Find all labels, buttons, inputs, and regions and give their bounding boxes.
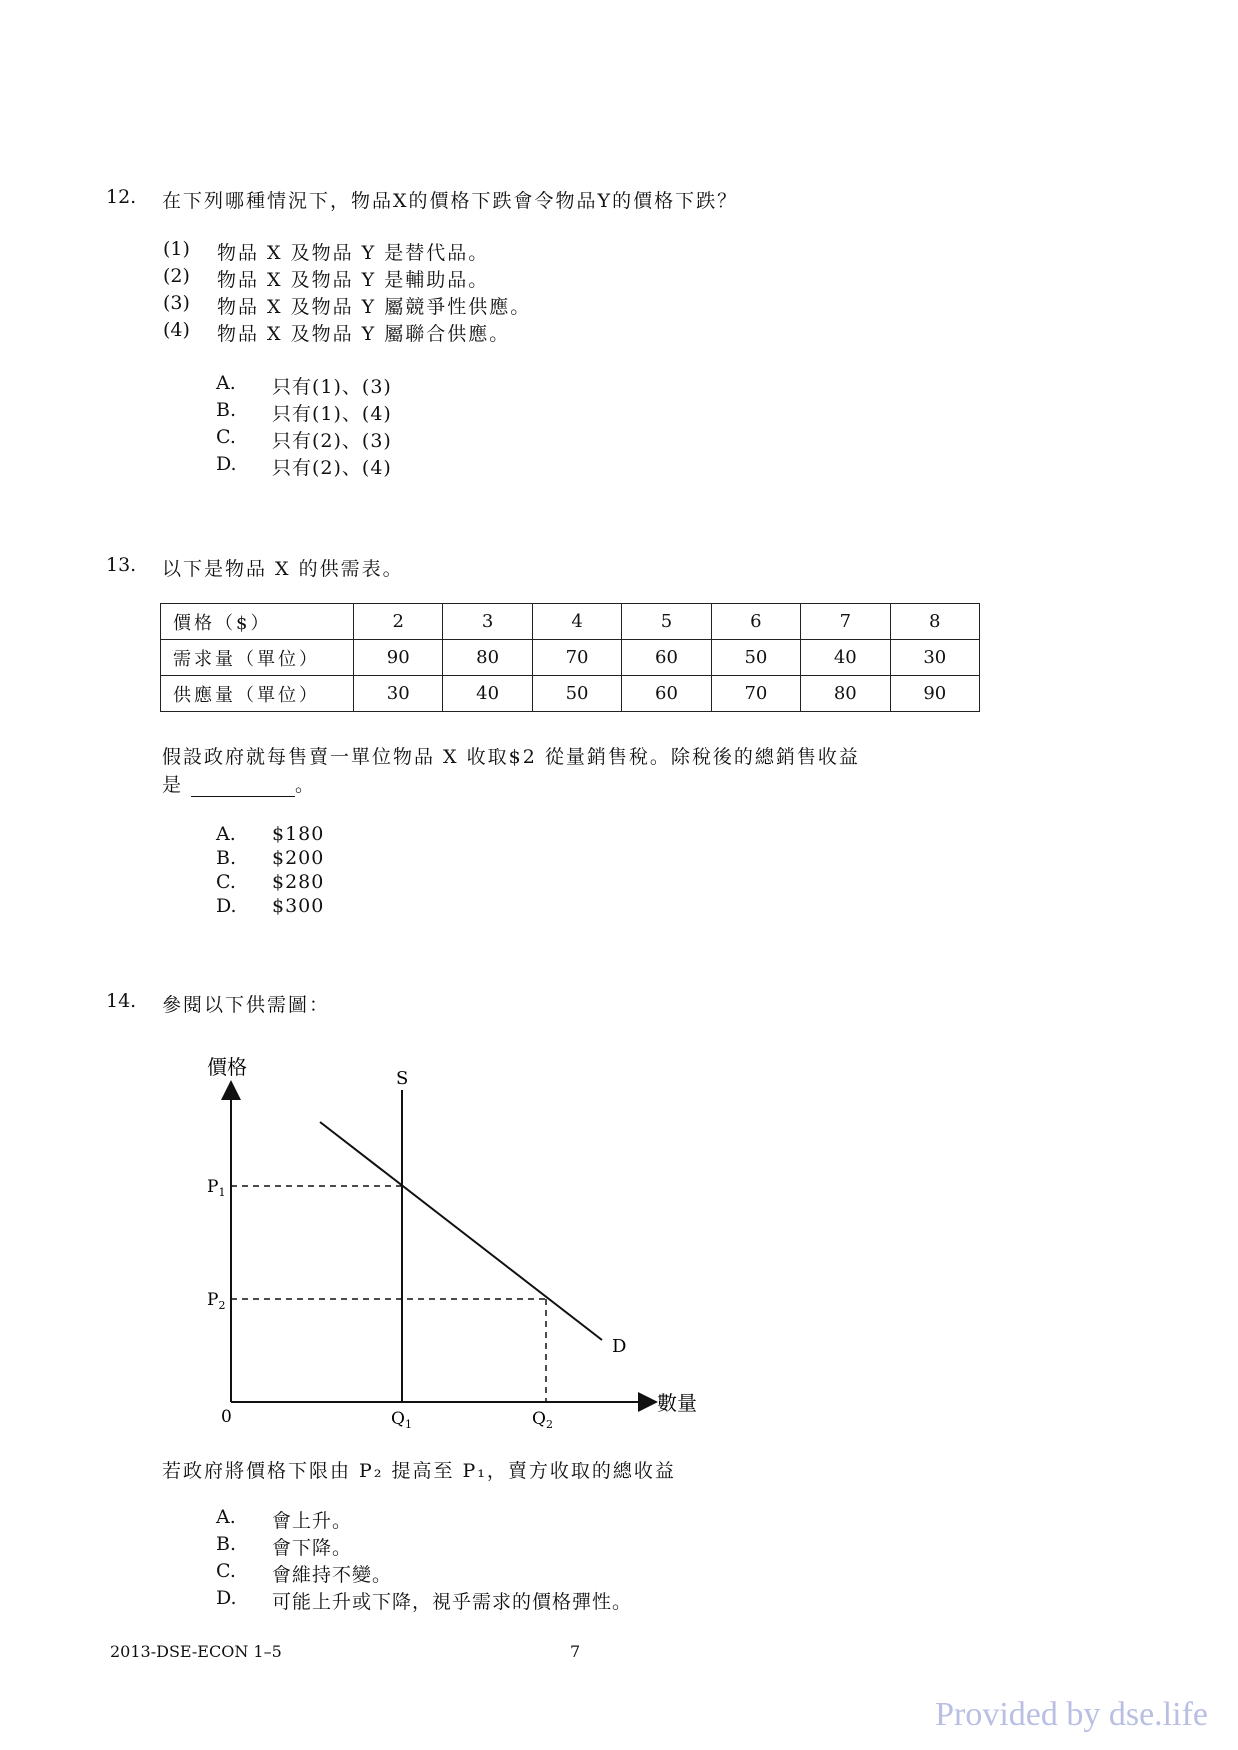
table-cell: 80 (801, 676, 890, 712)
question-12-number: 12. (106, 186, 137, 208)
table-cell: 50 (711, 640, 800, 676)
option-text: 會下降。 (272, 1537, 353, 1559)
option-letter: C. (216, 426, 236, 448)
statement-number: (2) (163, 265, 190, 287)
option-text: 會上升。 (272, 1510, 353, 1532)
table-cell: 90 (890, 676, 979, 712)
table-cell: 7 (801, 604, 890, 640)
option-letter: B. (216, 1533, 237, 1555)
table-cell: 50 (532, 676, 621, 712)
watermark: Provided by dse.life (935, 1696, 1208, 1733)
table-cell: 40 (801, 640, 890, 676)
row-label: 需求量（單位） (161, 640, 354, 676)
question-13-text: 以下是物品 X 的供需表。 (162, 558, 404, 580)
supply-label: S (396, 1068, 409, 1089)
option-letter: B. (216, 847, 237, 869)
q1-label: $Q_1$ (391, 1409, 412, 1431)
option-letter: C. (216, 871, 236, 893)
option-text: 只有(2)、(4) (272, 457, 392, 479)
statement-number: (3) (163, 292, 190, 314)
option-letter: D. (216, 1587, 237, 1609)
y-axis-label: 價格 (207, 1055, 247, 1079)
table-cell: 5 (622, 604, 711, 640)
option-letter: A. (216, 1506, 236, 1528)
statement-number: (4) (163, 319, 190, 341)
option-text: 可能上升或下降，視乎需求的價格彈性。 (272, 1591, 633, 1613)
statement-text: 物品 X 及物品 Y 屬聯合供應。 (217, 323, 511, 345)
option-text: $200 (272, 847, 325, 869)
option-letter: D. (216, 453, 237, 475)
table-cell: 40 (443, 676, 532, 712)
option-letter: D. (216, 895, 237, 917)
option-text: 只有(1)、(4) (272, 403, 392, 425)
x-axis-label: 數量 (657, 1391, 697, 1415)
question-13-prefix: 是 (162, 774, 182, 796)
table-cell: 8 (890, 604, 979, 640)
option-letter: C. (216, 1560, 236, 1582)
table-cell: 30 (354, 676, 443, 712)
table-cell: 70 (711, 676, 800, 712)
p1-label: $P_1$ (207, 1177, 226, 1199)
row-label: 供應量（單位） (161, 676, 354, 712)
question-13-number: 13. (106, 554, 137, 576)
table-cell: 3 (443, 604, 532, 640)
row-label: 價格（$） (161, 604, 354, 640)
option-text: 只有(1)、(3) (272, 376, 392, 398)
question-12-text: 在下列哪種情況下，物品X的價格下跌會令物品Y的價格下跌？ (162, 190, 739, 212)
question-14-number: 14. (106, 990, 137, 1012)
table-cell: 90 (354, 640, 443, 676)
table-cell: 4 (532, 604, 621, 640)
demand-label: D (612, 1336, 627, 1357)
option-text: $280 (272, 871, 325, 893)
option-text: 只有(2)、(3) (272, 430, 392, 452)
p2-label: $P_2$ (207, 1290, 226, 1312)
statement-text: 物品 X 及物品 Y 屬競爭性供應。 (217, 296, 532, 318)
option-text: $300 (272, 895, 325, 917)
question-13-suffix: 。 (295, 774, 315, 796)
question-14-condition: 若政府將價格下限由 P₂ 提高至 P₁，賣方收取的總收益 (162, 1460, 676, 1482)
option-letter: B. (216, 399, 237, 421)
page-number: 7 (570, 1642, 581, 1661)
option-letter: A. (216, 372, 236, 394)
table-cell: 70 (532, 640, 621, 676)
option-text: $180 (272, 823, 325, 845)
option-letter: A. (216, 823, 236, 845)
table-cell: 60 (622, 676, 711, 712)
question-13-condition: 假設政府就每售賣一單位物品 X 收取$2 從量銷售稅。除稅後的總銷售收益 (162, 746, 860, 768)
statement-text: 物品 X 及物品 Y 是替代品。 (217, 242, 490, 264)
origin-label: 0 (221, 1407, 232, 1427)
option-text: 會維持不變。 (272, 1564, 393, 1586)
statement-text: 物品 X 及物品 Y 是輔助品。 (217, 269, 490, 291)
exam-code: 2013-DSE-ECON 1–5 (110, 1642, 282, 1661)
table-cell: 60 (622, 640, 711, 676)
table-cell: 30 (890, 640, 979, 676)
table-cell: 2 (354, 604, 443, 640)
question-14-text: 參閱以下供需圖： (162, 994, 331, 1016)
q2-label: $Q_2$ (532, 1409, 553, 1431)
table-cell: 80 (443, 640, 532, 676)
demand-curve (320, 1122, 602, 1340)
table-cell: 6 (711, 604, 800, 640)
statement-number: (1) (163, 238, 190, 260)
